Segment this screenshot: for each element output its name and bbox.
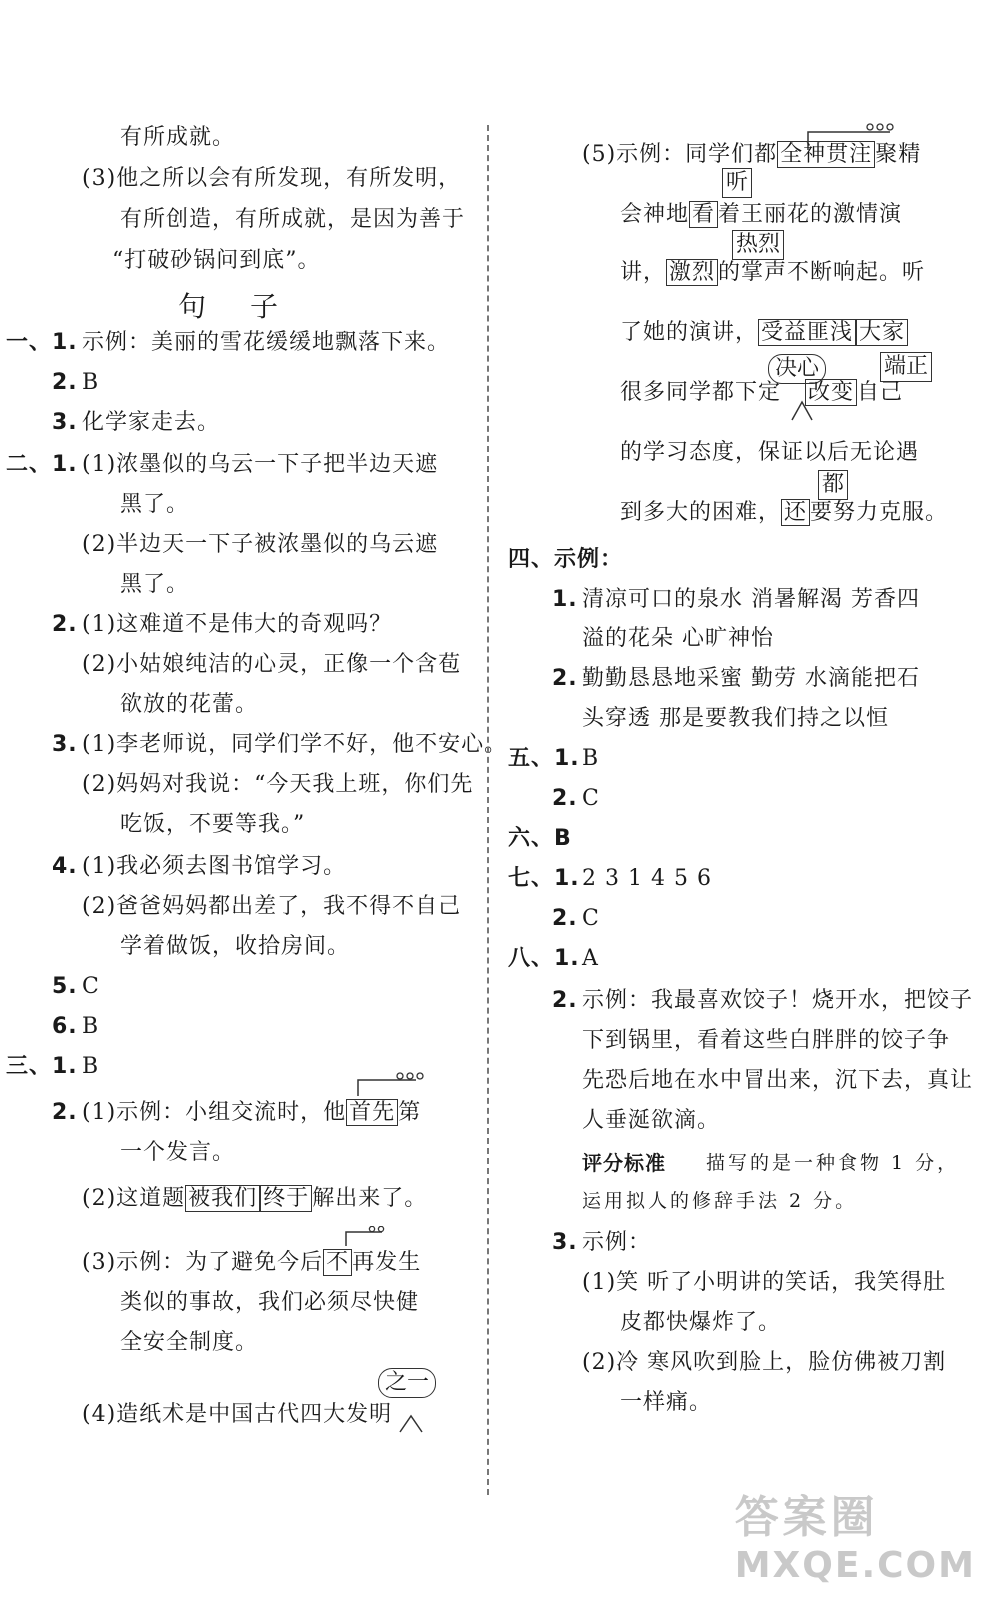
- text-line: 学着做饭，收拾房间。: [120, 934, 351, 959]
- text-line: [620, 318, 908, 348]
- text-line: (2)爸爸妈妈都出差了，我不得不自己: [82, 894, 462, 919]
- text-line: 欲放的花蕾。: [120, 692, 259, 717]
- insert-annotation: 端正: [880, 352, 932, 382]
- text-line: “打破砂锅问到底”。: [112, 248, 321, 273]
- text-segment: (2)这道题: [82, 1186, 186, 1211]
- answer-text: 六、B: [508, 826, 572, 851]
- text-segment: 了她的演讲，: [620, 320, 759, 345]
- insert-caret-icon: [398, 1398, 424, 1434]
- text-segment: (3)示例：为了避免今后: [82, 1250, 324, 1275]
- text-line: [82, 1098, 421, 1128]
- item-number: 2.: [52, 612, 78, 637]
- text-line: 化学家走去。: [82, 410, 221, 435]
- text-segment: (5)示例：同学们都: [582, 142, 778, 167]
- boxed-word: 激烈: [666, 259, 718, 286]
- boxed-word: 首先: [346, 1099, 398, 1126]
- text-line: (1)我必须去图书馆学习。: [82, 854, 347, 879]
- scoring-text: 运用拟人的修辞手法 2 分。: [582, 1190, 858, 1212]
- text-line: (1)笑 听了小明讲的笑话，我笑得肚: [582, 1270, 947, 1295]
- section-heading: 句子: [178, 290, 323, 323]
- text-segment: 的掌声不断响起。听: [718, 260, 926, 285]
- item-number: 5.: [52, 974, 78, 999]
- boxed-word: 终于: [260, 1185, 312, 1212]
- insert-annotation: 都: [818, 470, 848, 500]
- text-line: 头穿透 那是要教我们持之以恒: [582, 706, 889, 731]
- item-number: 2.: [52, 1100, 78, 1125]
- boxed-word: 大家: [856, 319, 908, 346]
- text-segment: 会神地: [620, 202, 690, 227]
- item-number: 2.: [552, 786, 578, 811]
- text-line: 一个发言。: [120, 1140, 236, 1165]
- boxed-word: 看: [689, 201, 718, 228]
- text-segment: 解出来了。: [312, 1186, 428, 1211]
- text-line: [620, 378, 903, 408]
- scoring-label: 评分标准: [582, 1151, 666, 1175]
- text-segment: 很多同学都下定: [620, 380, 782, 405]
- answer-text: C: [582, 786, 600, 811]
- item-number: 一、1.: [6, 330, 78, 355]
- item-number: 4.: [52, 854, 78, 879]
- answer-text: C: [82, 974, 100, 999]
- answer-text: B: [582, 746, 600, 771]
- item-number: 2.: [552, 906, 578, 931]
- text-segment: 要努力克服。: [810, 500, 949, 525]
- text-line: (3)他之所以会有所发现，有所发明，: [82, 166, 462, 191]
- text-segment: 着王丽花的激情演: [718, 202, 903, 227]
- watermark-text: 答案圈: [734, 1492, 879, 1543]
- text-line: 黑了。: [120, 572, 190, 597]
- text-line: (1)李老师说，同学们学不好，他不安心。: [82, 732, 508, 757]
- text-line: (2)小姑娘纯洁的心灵，正像一个含苞: [82, 652, 462, 677]
- insert-annotation: 听: [722, 168, 752, 198]
- text-line: [620, 258, 925, 288]
- text-line: 先恐后地在水中冒出来，沉下去，真让: [582, 1068, 974, 1093]
- section-label: 四、示例：: [508, 547, 624, 572]
- text-segment: 聚精: [875, 142, 922, 167]
- text-line: 示例：: [582, 1230, 652, 1255]
- column-divider: [487, 125, 489, 1495]
- text-segment: (1)示例：小组交流时，他: [82, 1100, 347, 1125]
- text-line: [620, 498, 948, 528]
- text-line: (2)妈妈对我说：“今天我上班，你们先: [82, 772, 474, 797]
- text-segment: 到多大的困难，: [620, 500, 782, 525]
- answer-text: B: [82, 1054, 100, 1079]
- item-number: 3.: [52, 410, 78, 435]
- insert-annotation: 之一: [378, 1368, 436, 1398]
- text-line: (2)半边天一下子被浓墨似的乌云遮: [82, 532, 439, 557]
- text-line: 黑了。: [120, 492, 190, 517]
- text-line: 的学习态度，保证以后无论遇: [620, 440, 920, 465]
- answer-text: C: [582, 906, 600, 931]
- watermark-url: MXQE.COM: [734, 1545, 976, 1586]
- scoring-text: 描写的是一种食物 1 分，: [706, 1152, 960, 1174]
- boxed-word: 还: [781, 499, 810, 526]
- item-number: 3.: [52, 732, 78, 757]
- answer-text: A: [582, 946, 599, 971]
- insert-annotation: 热烈: [732, 230, 784, 260]
- answer-text: B: [82, 370, 100, 395]
- text-line: 类似的事故，我们必须尽快健: [120, 1290, 420, 1315]
- boxed-word: 受益匪浅: [758, 319, 856, 346]
- transpose-mark-icon: [356, 1072, 446, 1098]
- text-line: (1)浓墨似的乌云一下子把半边天遮: [82, 452, 439, 477]
- item-number: 三、1.: [6, 1054, 78, 1079]
- text-line: 示例：美丽的雪花缓缓地飘落下来。: [82, 330, 451, 355]
- text-line: 皮都快爆炸了。: [620, 1310, 782, 1335]
- text-line: [82, 1184, 427, 1214]
- text-segment: 讲，: [620, 260, 667, 285]
- text-line: 勤勤恳恳地采蜜 勤劳 水滴能把石: [582, 666, 920, 691]
- text-line: [620, 200, 902, 230]
- item-number: 七、1.: [508, 866, 580, 891]
- boxed-word: 不: [323, 1249, 352, 1276]
- item-number: 二、1.: [6, 452, 78, 477]
- text-line: 人垂涎欲滴。: [582, 1108, 721, 1133]
- item-number: 3.: [552, 1230, 578, 1255]
- text-line: 吃饭，不要等我。”: [120, 812, 306, 837]
- insert-annotation: 决心: [768, 354, 826, 384]
- text-line: 一样痛。: [620, 1390, 713, 1415]
- text-line: [82, 1248, 421, 1278]
- text-line: 示例：我最喜欢饺子！烧开水，把饺子: [582, 988, 974, 1013]
- boxed-word: 被我们: [185, 1185, 260, 1212]
- answer-text: 2 3 1 4 5 6: [582, 866, 712, 891]
- item-number: 八、1.: [508, 946, 580, 971]
- boxed-word: 改变: [805, 379, 857, 406]
- item-number: 五、1.: [508, 746, 580, 771]
- text-line: 溢的花朵 心旷神怡: [582, 626, 774, 651]
- text-line: 有所创造，有所成就，是因为善于: [120, 207, 466, 232]
- text-line: (1)这难道不是伟大的奇观吗？: [82, 612, 393, 637]
- item-number: 2.: [552, 666, 578, 691]
- text-line: (4)造纸术是中国古代四大发明: [82, 1402, 393, 1427]
- text-line: 下到锅里，看着这些白胖胖的饺子争: [582, 1028, 951, 1053]
- text-segment: 第: [398, 1100, 422, 1125]
- insert-caret-icon: [790, 386, 814, 422]
- text-segment: 再发生: [352, 1250, 422, 1275]
- item-number: 6.: [52, 1014, 78, 1039]
- item-number: 1.: [552, 587, 578, 612]
- item-number: 2.: [552, 988, 578, 1013]
- answer-text: B: [82, 1014, 100, 1039]
- item-number: 2.: [52, 370, 78, 395]
- delete-mark-icon: [342, 1226, 402, 1248]
- watermark-logo: [735, 1481, 976, 1586]
- text-line: 全安全制度。: [120, 1330, 259, 1355]
- boxed-word: 全神贯注: [777, 141, 875, 168]
- text-segment: 自己: [857, 380, 904, 405]
- text-line: [582, 140, 921, 170]
- text-line: 有所成就。: [120, 125, 236, 150]
- text-line: (2)冷 寒风吹到脸上，脸仿佛被刀割: [582, 1350, 947, 1375]
- text-line: 清凉可口的泉水 消暑解渴 芳香四: [582, 587, 920, 612]
